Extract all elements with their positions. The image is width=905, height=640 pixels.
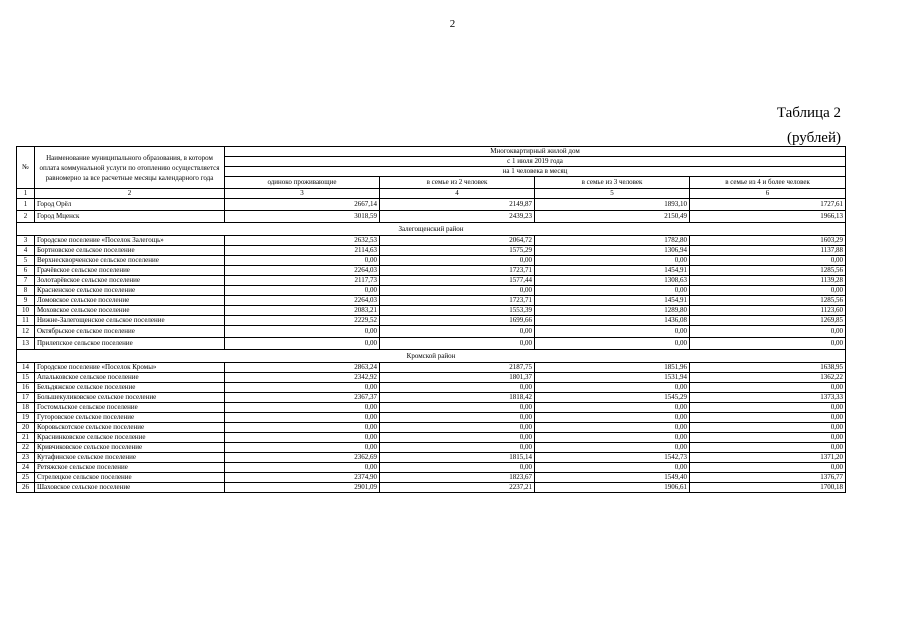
municipality-name: Апальковское сельское поселение	[35, 373, 225, 383]
row-number: 23	[17, 453, 35, 463]
value-cell: 1285,56	[690, 266, 846, 276]
municipality-name: Шаховское сельское поселение	[35, 483, 225, 493]
header-name: Наименование муниципального образования, в котором оплата коммунальной услуги по отоплению осуществляется равномерно за все расчетные месяцы календарного года	[35, 147, 225, 189]
municipality-name: Краснинковское сельское поселение	[35, 433, 225, 443]
value-cell: 2667,14	[225, 199, 380, 211]
value-cell: 0,00	[380, 433, 535, 443]
value-cell: 0,00	[225, 383, 380, 393]
value-cell: 2064,72	[380, 236, 535, 246]
value-cell: 0,00	[690, 286, 846, 296]
value-cell: 2632,53	[225, 236, 380, 246]
value-cell: 1306,94	[535, 246, 690, 256]
value-cell: 1269,85	[690, 316, 846, 326]
value-cell: 1966,13	[690, 211, 846, 223]
value-cell: 1285,56	[690, 296, 846, 306]
value-cell: 0,00	[535, 256, 690, 266]
value-cell: 0,00	[380, 423, 535, 433]
value-cell: 2114,63	[225, 246, 380, 256]
value-cell: 0,00	[535, 433, 690, 443]
row-number: 3	[17, 236, 35, 246]
row-number: 1	[17, 199, 35, 211]
municipality-name: Стрелецкое сельское поселение	[35, 473, 225, 483]
value-cell: 0,00	[225, 423, 380, 433]
value-cell: 0,00	[690, 423, 846, 433]
value-cell: 2367,37	[225, 393, 380, 403]
row-number: 14	[17, 363, 35, 373]
value-cell: 1638,95	[690, 363, 846, 373]
value-cell: 0,00	[535, 326, 690, 338]
value-cell: 0,00	[690, 383, 846, 393]
table-row	[17, 296, 846, 306]
value-cell: 0,00	[380, 403, 535, 413]
value-cell: 1815,14	[380, 453, 535, 463]
value-cell: 2187,75	[380, 363, 535, 373]
value-cell: 1308,63	[535, 276, 690, 286]
header-num: №	[17, 147, 35, 189]
header-col-3: в семье из 3 человек	[535, 177, 690, 189]
district-title: Залегощенский район	[17, 223, 846, 236]
col-number: 2	[35, 189, 225, 199]
value-cell: 0,00	[225, 413, 380, 423]
value-cell: 0,00	[225, 403, 380, 413]
table-row	[17, 286, 846, 296]
header-date: с 1 июля 2019 года	[225, 157, 846, 167]
municipality-name: Ретяжское сельское поселение	[35, 463, 225, 473]
row-number: 17	[17, 393, 35, 403]
table-title: Таблица 2	[776, 105, 841, 121]
row-number: 8	[17, 286, 35, 296]
municipality-name: Городское поселение «Поселок Кромы»	[35, 363, 225, 373]
table-row	[17, 373, 846, 383]
table-row	[17, 246, 846, 256]
table-row	[17, 423, 846, 433]
row-number: 5	[17, 256, 35, 266]
col-number: 5	[535, 189, 690, 199]
municipality-name: Моховское сельское поселение	[35, 306, 225, 316]
table-row	[17, 393, 846, 403]
value-cell: 1700,18	[690, 483, 846, 493]
row-number: 6	[17, 266, 35, 276]
value-cell: 1542,73	[535, 453, 690, 463]
tariff-table	[16, 146, 846, 493]
table-row	[17, 316, 846, 326]
value-cell: 2439,23	[380, 211, 535, 223]
value-cell: 1139,28	[690, 276, 846, 286]
value-cell: 0,00	[380, 326, 535, 338]
municipality-name: Прилепское сельское поселение	[35, 338, 225, 350]
row-number: 15	[17, 373, 35, 383]
value-cell: 0,00	[690, 443, 846, 453]
table-row	[17, 276, 846, 286]
row-number: 25	[17, 473, 35, 483]
value-cell: 1289,80	[535, 306, 690, 316]
row-number: 2	[17, 211, 35, 223]
value-cell: 2229,52	[225, 316, 380, 326]
table-row	[17, 326, 846, 338]
municipality-name: Ломовское сельское поселение	[35, 296, 225, 306]
value-cell: 0,00	[690, 463, 846, 473]
table-row	[17, 473, 846, 483]
value-cell: 0,00	[225, 286, 380, 296]
municipality-name: Бельдяжское сельское поселение	[35, 383, 225, 393]
value-cell: 1454,91	[535, 296, 690, 306]
value-cell: 1454,91	[535, 266, 690, 276]
table-row	[17, 443, 846, 453]
table-row	[17, 306, 846, 316]
value-cell: 0,00	[380, 463, 535, 473]
row-number: 12	[17, 326, 35, 338]
value-cell: 0,00	[690, 256, 846, 266]
value-cell: 2901,09	[225, 483, 380, 493]
value-cell: 1727,61	[690, 199, 846, 211]
value-cell: 0,00	[380, 338, 535, 350]
row-number: 20	[17, 423, 35, 433]
value-cell: 2264,03	[225, 296, 380, 306]
value-cell: 1123,60	[690, 306, 846, 316]
value-cell: 0,00	[380, 383, 535, 393]
value-cell: 0,00	[380, 413, 535, 423]
col-number: 3	[225, 189, 380, 199]
table-row	[17, 236, 846, 246]
municipality-name: Гуторовское сельское поселение	[35, 413, 225, 423]
value-cell: 0,00	[535, 423, 690, 433]
header-col-1: одиноко проживающие	[225, 177, 380, 189]
value-cell: 0,00	[690, 403, 846, 413]
value-cell: 0,00	[535, 383, 690, 393]
value-cell: 1575,29	[380, 246, 535, 256]
col-number: 4	[380, 189, 535, 199]
value-cell: 0,00	[225, 256, 380, 266]
row-number: 4	[17, 246, 35, 256]
value-cell: 0,00	[535, 338, 690, 350]
value-cell: 2150,49	[535, 211, 690, 223]
value-cell: 2237,21	[380, 483, 535, 493]
table-row	[17, 403, 846, 413]
value-cell: 1373,33	[690, 393, 846, 403]
table-row	[17, 433, 846, 443]
header-group: Многоквартирный жилой дом	[225, 147, 846, 157]
value-cell: 1723,71	[380, 296, 535, 306]
value-cell: 0,00	[225, 463, 380, 473]
value-cell: 1823,67	[380, 473, 535, 483]
value-cell: 1723,71	[380, 266, 535, 276]
row-number: 26	[17, 483, 35, 493]
row-number: 11	[17, 316, 35, 326]
municipality-name: Большекуликовское сельское поселение	[35, 393, 225, 403]
value-cell: 1818,42	[380, 393, 535, 403]
value-cell: 2149,87	[380, 199, 535, 211]
header-col-4: в семье из 4 и более человек	[690, 177, 846, 189]
value-cell: 1553,39	[380, 306, 535, 316]
value-cell: 1436,08	[535, 316, 690, 326]
value-cell: 2374,90	[225, 473, 380, 483]
value-cell: 1577,44	[380, 276, 535, 286]
municipality-name: Бортновское сельское поселение	[35, 246, 225, 256]
table-row	[17, 413, 846, 423]
value-cell: 2083,21	[225, 306, 380, 316]
value-cell: 0,00	[690, 433, 846, 443]
table-body	[17, 199, 846, 493]
municipality-name: Золотарёвское сельское поселение	[35, 276, 225, 286]
table-row	[17, 211, 846, 223]
table-row	[17, 199, 846, 211]
value-cell: 0,00	[225, 433, 380, 443]
row-number: 7	[17, 276, 35, 286]
table-row	[17, 256, 846, 266]
table-row	[17, 363, 846, 373]
value-cell: 0,00	[225, 326, 380, 338]
row-number: 10	[17, 306, 35, 316]
value-cell: 0,00	[690, 326, 846, 338]
value-cell: 1801,37	[380, 373, 535, 383]
row-number: 24	[17, 463, 35, 473]
value-cell: 0,00	[690, 338, 846, 350]
district-title: Кромской район	[17, 350, 846, 363]
header-per: на 1 человека в месяц	[225, 167, 846, 177]
table-row	[17, 463, 846, 473]
value-cell: 1851,96	[535, 363, 690, 373]
value-cell: 1603,29	[690, 236, 846, 246]
value-cell: 2863,24	[225, 363, 380, 373]
table-units: (рублей)	[786, 130, 841, 146]
municipality-name: Нижне-Залегощенское сельское поселение	[35, 316, 225, 326]
col-number: 6	[690, 189, 846, 199]
table-row	[17, 453, 846, 463]
value-cell: 0,00	[225, 338, 380, 350]
value-cell: 2362,69	[225, 453, 380, 463]
value-cell: 0,00	[535, 443, 690, 453]
value-cell: 1549,40	[535, 473, 690, 483]
row-number: 16	[17, 383, 35, 393]
value-cell: 1699,66	[380, 316, 535, 326]
municipality-name: Красненское сельское поселение	[35, 286, 225, 296]
col-number: 1	[17, 189, 35, 199]
municipality-name: Верхнескворченское сельское поселение	[35, 256, 225, 266]
header-col-2: в семье из 2 человек	[380, 177, 535, 189]
value-cell: 0,00	[535, 403, 690, 413]
value-cell: 0,00	[535, 463, 690, 473]
district-header-row	[17, 223, 846, 236]
municipality-name: Гостомльское сельское поселение	[35, 403, 225, 413]
value-cell: 0,00	[535, 413, 690, 423]
row-number: 19	[17, 413, 35, 423]
row-number: 21	[17, 433, 35, 443]
value-cell: 0,00	[225, 443, 380, 453]
row-number: 9	[17, 296, 35, 306]
value-cell: 0,00	[690, 413, 846, 423]
district-header-row	[17, 350, 846, 363]
municipality-name: Городское поселение «Поселок Залегощь»	[35, 236, 225, 246]
value-cell: 0,00	[380, 443, 535, 453]
row-number: 22	[17, 443, 35, 453]
table-row	[17, 483, 846, 493]
value-cell: 1371,20	[690, 453, 846, 463]
table-row	[17, 383, 846, 393]
municipality-name: Кутафинское сельское поселение	[35, 453, 225, 463]
value-cell: 3018,59	[225, 211, 380, 223]
row-number: 13	[17, 338, 35, 350]
value-cell: 1531,94	[535, 373, 690, 383]
value-cell: 2342,92	[225, 373, 380, 383]
municipality-name: Кривчиковское сельское поселение	[35, 443, 225, 453]
municipality-name: Грачёвское сельское поселение	[35, 266, 225, 276]
value-cell: 0,00	[535, 286, 690, 296]
municipality-name: Коровьскотское сельское поселение	[35, 423, 225, 433]
municipality-name: Город Орёл	[35, 199, 225, 211]
row-number: 18	[17, 403, 35, 413]
value-cell: 1782,80	[535, 236, 690, 246]
value-cell: 0,00	[380, 256, 535, 266]
value-cell: 1376,77	[690, 473, 846, 483]
page-number: 2	[449, 18, 456, 30]
table-row	[17, 338, 846, 350]
value-cell: 1362,22	[690, 373, 846, 383]
municipality-name: Октябрьское сельское поселение	[35, 326, 225, 338]
value-cell: 0,00	[380, 286, 535, 296]
value-cell: 2264,03	[225, 266, 380, 276]
value-cell: 2117,73	[225, 276, 380, 286]
table-row	[17, 266, 846, 276]
value-cell: 1137,88	[690, 246, 846, 256]
value-cell: 1893,10	[535, 199, 690, 211]
value-cell: 1906,61	[535, 483, 690, 493]
value-cell: 1545,29	[535, 393, 690, 403]
municipality-name: Город Мценск	[35, 211, 225, 223]
